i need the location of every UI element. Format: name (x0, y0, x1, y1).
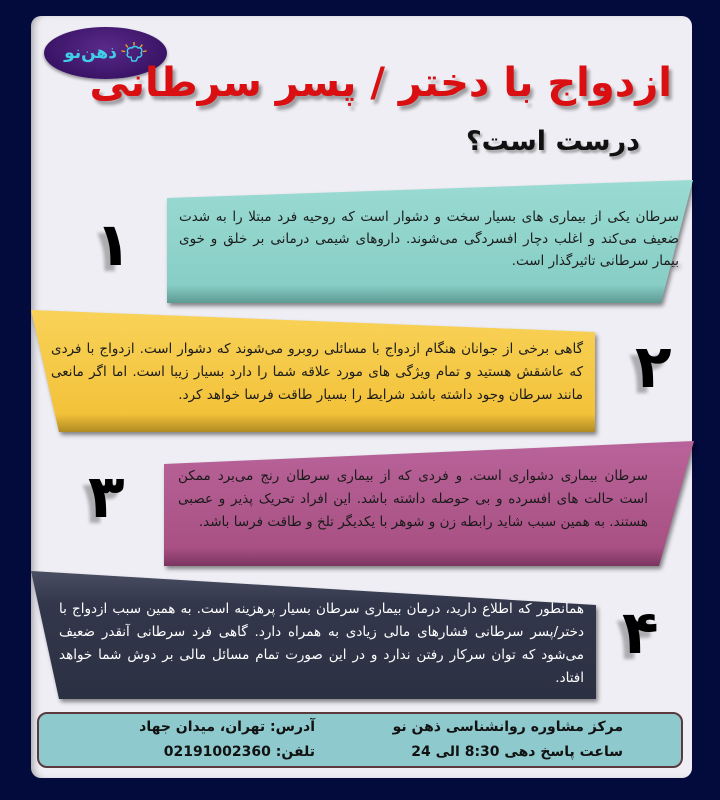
address: آدرس: تهران، میدان جهاد (139, 719, 315, 735)
page-title: ازدواج با دختر / پسر سرطانی (89, 60, 672, 106)
section-panel-1 (167, 180, 693, 303)
section-panel-2 (31, 310, 595, 432)
section-text-2: گاهی برخی از جوانان هنگام ازدواج با مسائلی روبرو می‌شوند که دشوار است. ازدواج با فردی که عاشقش هستید و تمام ویژگی های مورد علاقه شما را دارد بسیار زیبا است. اما اگر مانعی مانند سرطان وجود داشته باشد شرایط را بسیار طاقت فرسا خواهد کرد. (51, 341, 583, 403)
section-number-4: ۴ (622, 598, 659, 668)
section-number-2: ۲ (635, 332, 672, 402)
logo-text: ذهن‌نو (64, 43, 117, 63)
response-hours: ساعت پاسخ دهی 8:30 الی 24 (411, 744, 623, 760)
contact-footer (37, 712, 683, 768)
section-text-3: سرطان بیماری دشواری است. و فردی که از بیماری سرطان رنج می‌برد ممکن است حالت های افسرده و بی حوصله داشته باشد. این افراد تحریک پذیر و عصبی هستند. به همین سبب شاید رابطه زن و شوهر با یکدیگر تلخ و طاقت فرسا باشد. (178, 468, 648, 530)
section-text-1: سرطان یکی از بیماری های بسیار سخت و دشوار است که روحیه فرد مبتلا را به شدت ضعیف می‌کند و اغلب دچار افسردگی می‌شوند. داروهای شیمی درمانی بر خلق و خوی بیمار سرطانی تاثیرگذار است. (179, 209, 679, 269)
page-subtitle: درست است؟ (466, 126, 640, 157)
section-panel-3 (164, 441, 694, 566)
section-panel-4 (31, 571, 596, 699)
center-name: مرکز مشاوره روانشناسی ذهن نو (392, 719, 623, 735)
section-number-3: ۳ (88, 462, 125, 532)
phone-number[interactable]: تلفن: 02191002360 (163, 744, 315, 760)
section-text-4: همانطور که اطلاع دارید، درمان بیماری سرطان بسیار پرهزینه است. به همین سبب ازدواج با دختر/پسر سرطانی فشارهای مالی زیادی به همراه دارد. گاهی فرد سرطانی آنقدر ضعیف می‌شود که توان سرکار رفتن ندارد و در این صورت تمام مسائل مالی بر دوش شما خواهد افتاد. (59, 601, 584, 686)
section-number-1: ۱ (95, 210, 132, 280)
